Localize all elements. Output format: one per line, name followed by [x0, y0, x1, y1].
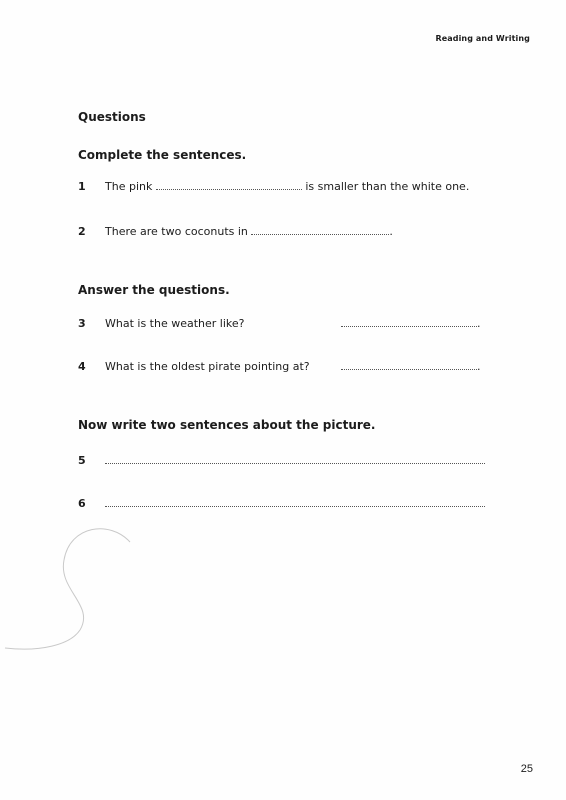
question-number: 1 — [78, 180, 86, 193]
question-number: 4 — [78, 360, 86, 373]
question-5 — [78, 454, 485, 467]
answer-end: . — [477, 317, 481, 330]
question-number: 2 — [78, 225, 86, 238]
answer-questions-heading: Answer the questions. — [78, 283, 230, 297]
answer-blank[interactable] — [251, 225, 389, 235]
questions-heading: Questions — [78, 110, 146, 124]
answer-blank[interactable] — [341, 317, 477, 327]
answer-line-3 — [341, 317, 481, 330]
section-header: Reading and Writing — [435, 34, 530, 43]
question-text-after: . — [389, 225, 393, 238]
question-number: 5 — [78, 454, 86, 467]
write-sentences-heading: Now write two sentences about the picture. — [78, 418, 376, 432]
complete-sentences-heading: Complete the sentences. — [78, 148, 247, 162]
question-6 — [78, 497, 485, 510]
answer-blank[interactable] — [156, 180, 302, 190]
question-number: 3 — [78, 317, 86, 330]
question-text: What is the weather like? — [105, 317, 245, 330]
question-text: What is the oldest pirate pointing at? — [105, 360, 310, 373]
question-text-before: There are two coconuts in — [105, 225, 248, 238]
answer-blank[interactable] — [341, 360, 477, 370]
question-3 — [78, 317, 245, 330]
question-text-before: The pink — [105, 180, 153, 193]
question-text-after: is smaller than the white one. — [305, 180, 470, 193]
answer-end: . — [477, 360, 481, 373]
scan-artifact-curve — [0, 520, 140, 660]
question-2 — [78, 225, 393, 238]
page-number: 25 — [520, 763, 533, 775]
question-1 — [78, 180, 469, 193]
answer-blank[interactable] — [105, 497, 485, 507]
question-4 — [78, 360, 310, 373]
answer-line-4 — [341, 360, 481, 373]
answer-blank[interactable] — [105, 454, 485, 464]
question-number: 6 — [78, 497, 86, 510]
